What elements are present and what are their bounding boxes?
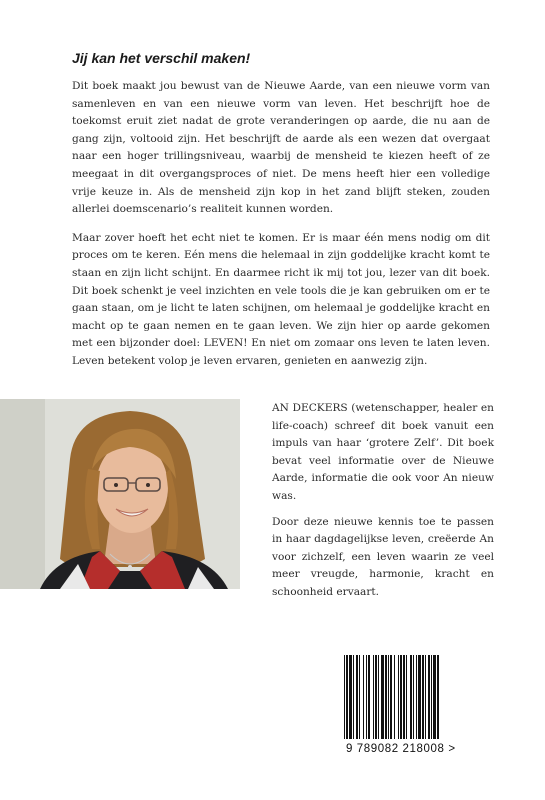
barcode-bar bbox=[375, 655, 377, 739]
barcode-bar bbox=[425, 655, 426, 739]
barcode-bar bbox=[349, 655, 352, 739]
barcode-bar bbox=[363, 655, 364, 739]
bio-paragraph: Door deze nieuwe kennis toe te passen in haar dagdagelijkse leven, creëerde An voor zichzelf, een leven waarin ze veel meer vreugde, harmonie, kracht en schoonheid ervaart. bbox=[272, 515, 494, 598]
cover-heading: Jij kan het verschil maken! bbox=[72, 50, 251, 66]
blurb-paragraph: Dit boek maakt jou bewust van de Nieuwe Aarde, van een nieuwe vorm van samenleven en van een nieuwe vorm van leven. Het beschrijft hoe de toekomst eruit ziet nadat de grote veranderingen op aarde, die nu aan de gang zijn, voltooid zijn. Het beschrijft de aarde als een wezen dat overgaat naar een hoger trillingsniveau, waarbij de mensheid te kiezen heeft of ze meegaat in dit overgangsproces of niet. De mens heeft hier een volledige vrije keuze in. Als de mensheid zijn kop in het zand blijft steken, zouden allerlei doemscenario’s realiteit kunnen worden. bbox=[72, 80, 490, 216]
barcode-bar bbox=[368, 655, 370, 739]
barcode-bar bbox=[418, 655, 421, 739]
barcode-bar bbox=[378, 655, 379, 739]
bio-paragraph: AN DECKERS (wetenschapper, healer en life-coach) schreef dit boek vanuit een impuls van haar ‘grotere Zelf’. Dit boek bevat veel informatie over de Nieuwe Aarde, informatie die ook voor An nieuw was. bbox=[272, 402, 494, 502]
barcode-bar bbox=[410, 655, 412, 739]
barcode-bar bbox=[388, 655, 389, 739]
barcode-bar bbox=[413, 655, 414, 739]
barcode-bar bbox=[400, 655, 402, 739]
barcode-bar bbox=[356, 655, 358, 739]
barcode-bar bbox=[433, 655, 436, 739]
barcode-bar bbox=[344, 655, 345, 739]
barcode-bar bbox=[431, 655, 432, 739]
barcode-digits: 9 789082 218008 > bbox=[346, 743, 456, 755]
barcode-bar bbox=[428, 655, 430, 739]
blurb-paragraph: Maar zover hoeft het echt niet te komen. Er is maar één mens nodig om dit proces om te keren. Eén mens die helemaal in zijn goddelijke kracht komt te staan en zijn licht schijnt. En daarmee richt ik mij tot jou, lezer van dit boek. Dit boek schenkt je veel inzichten en vele tools die je kan gebruiken om er te gaan staan, om je licht te laten schijnen, om helemaal je goddelijke kracht en macht op te gaan nemen en te gaan leven. We zijn hier op aarde gekomen met een bijzonder doel: LEVEN! En niet om zomaar ons leven te laten leven. Leven betekent volop je leven ervaren, genieten en aanwezig zijn. bbox=[72, 231, 490, 367]
barcode-bar bbox=[416, 655, 417, 739]
barcode-bar bbox=[346, 655, 348, 739]
barcode-bar bbox=[394, 655, 395, 739]
barcode-bar bbox=[403, 655, 405, 739]
barcode-bar bbox=[422, 655, 424, 739]
barcode-bar bbox=[390, 655, 392, 739]
barcode-bar bbox=[437, 655, 439, 739]
barcode-bar bbox=[385, 655, 387, 739]
barcode bbox=[342, 655, 502, 751]
author-photo bbox=[0, 399, 240, 589]
barcode-bar bbox=[353, 655, 354, 739]
barcode-bar bbox=[359, 655, 360, 739]
blurb-text bbox=[72, 78, 490, 382]
barcode-bar bbox=[398, 655, 399, 739]
barcode-bar bbox=[373, 655, 374, 739]
barcode-bar bbox=[381, 655, 384, 739]
author-bio bbox=[272, 400, 494, 610]
barcode-bar bbox=[406, 655, 407, 739]
barcode-bar bbox=[366, 655, 367, 739]
